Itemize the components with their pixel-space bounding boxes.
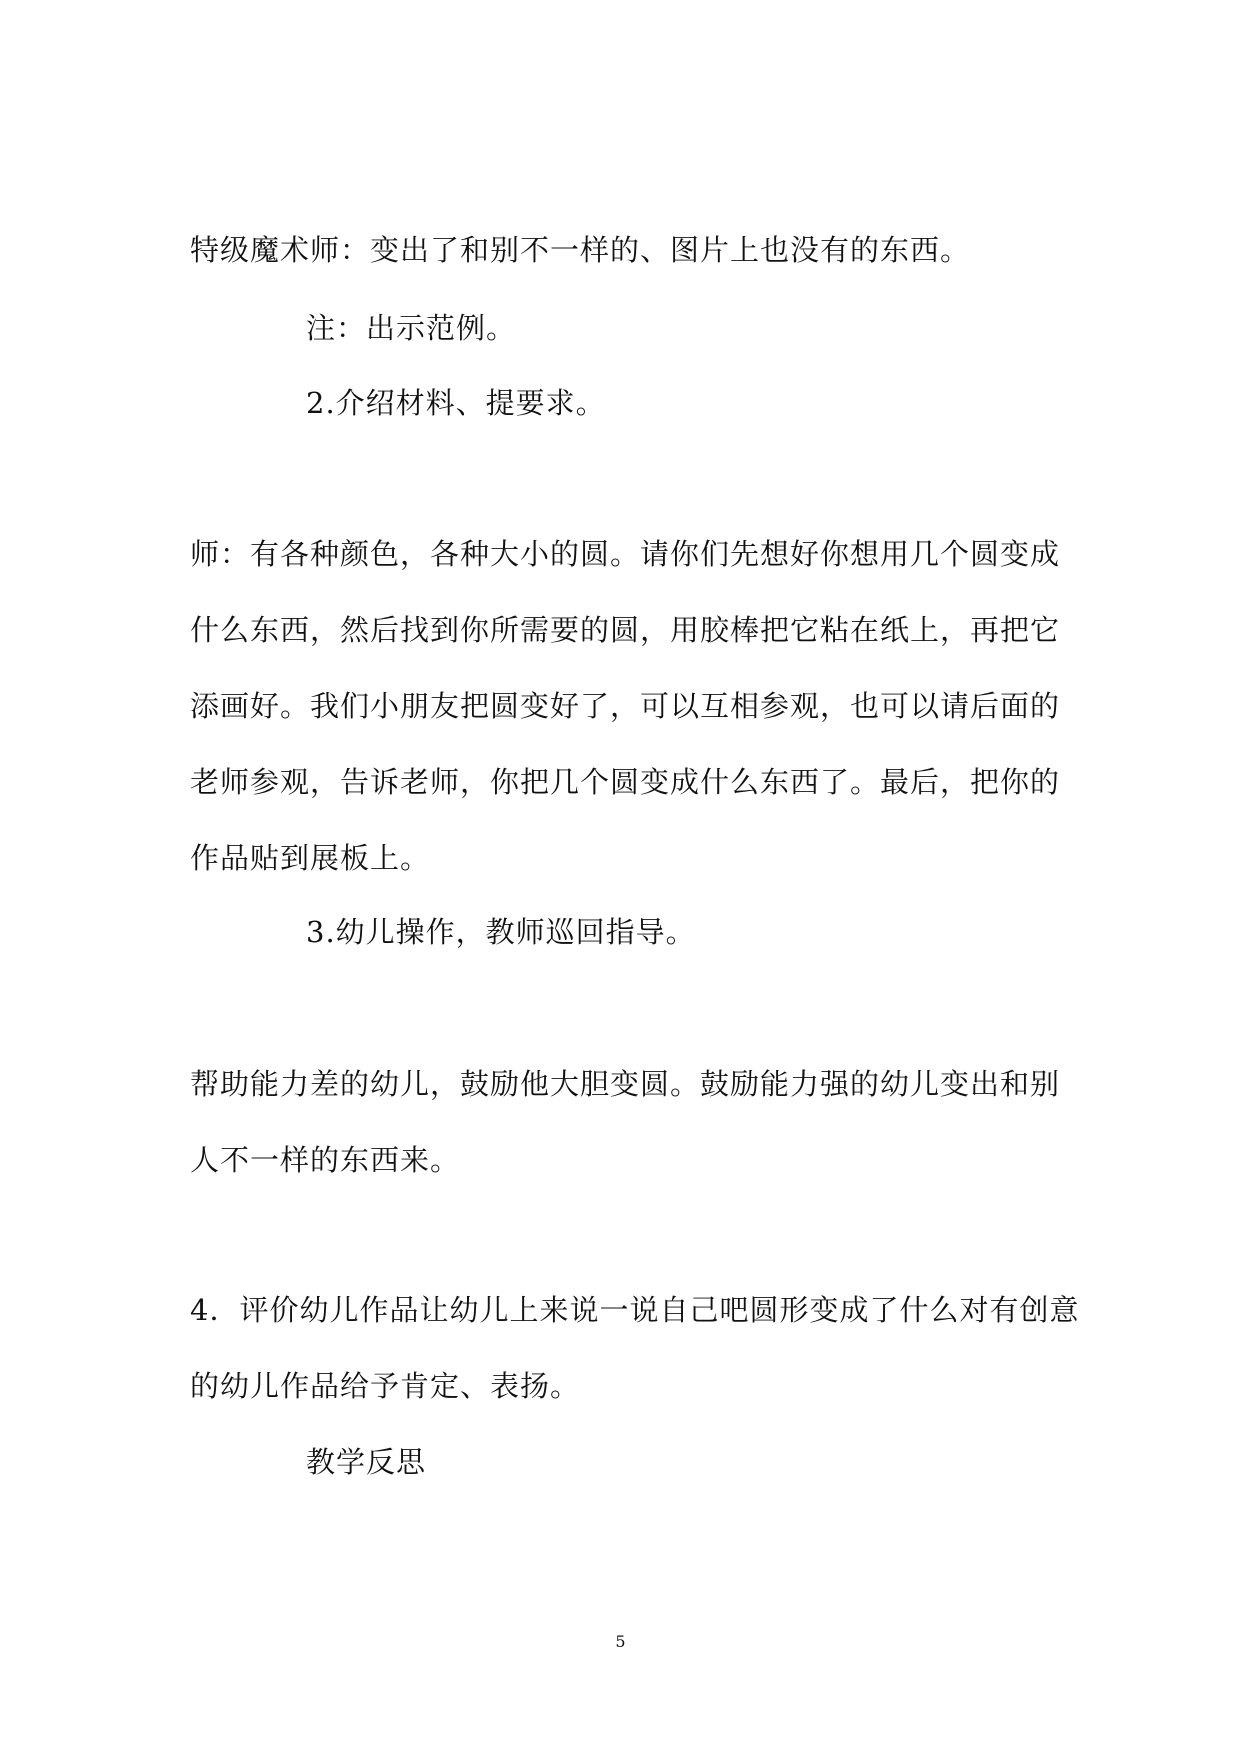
paragraph-line: 人不一样的东西来。 [190, 1143, 461, 1177]
paragraph-line: 老师参观，告诉老师，你把几个圆变成什么东西了。最后，把你的 [190, 765, 1061, 799]
note-line: 注：出示范例。 [306, 311, 517, 345]
section-heading: 教学反思 [306, 1445, 427, 1479]
paragraph-line: 添画好。我们小朋友把圆变好了，可以互相参观，也可以请后面的 [190, 689, 1061, 723]
paragraph-line: 什么东西，然后找到你所需要的圆，用胶棒把它粘在纸上，再把它 [190, 613, 1061, 647]
paragraph-line: 特级魔术师：变出了和别不一样的、图片上也没有的东西。 [190, 233, 971, 267]
section-heading: 2.介绍材料、提要求。 [306, 386, 606, 420]
page-number: 5 [615, 1632, 626, 1651]
section-heading: 3.幼儿操作，教师巡回指导。 [306, 915, 696, 949]
paragraph-line: 帮助能力差的幼儿，鼓励他大胆变圆。鼓励能力强的幼儿变出和别 [190, 1067, 1061, 1101]
paragraph-line: 4．评价幼儿作品让幼儿上来说一说自己吧圆形变成了什么对有创意 [190, 1293, 1080, 1327]
paragraph-line: 的幼儿作品给予肯定、表扬。 [190, 1369, 581, 1403]
paragraph-line: 师：有各种颜色，各种大小的圆。请你们先想好你想用几个圆变成 [190, 537, 1061, 571]
paragraph-line: 作品贴到展板上。 [190, 841, 431, 875]
